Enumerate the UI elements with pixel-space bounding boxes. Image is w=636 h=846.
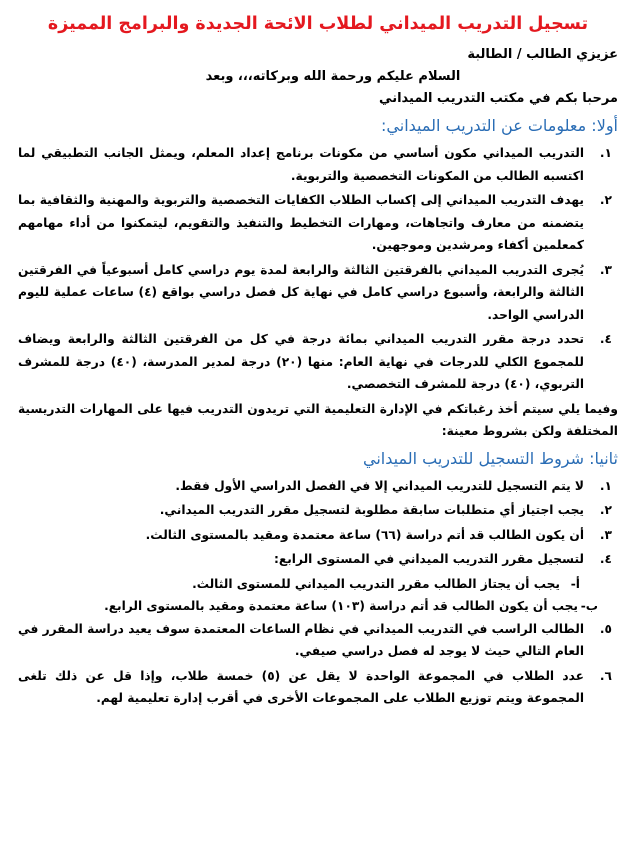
item-number: ١. bbox=[599, 478, 612, 493]
item-text: لا يتم التسجيل للتدريب الميداني إلا في الفصل الدراسي الأول فقط. bbox=[175, 478, 584, 493]
item-text: يجب اجتياز أي متطلبات سابقة مطلوبة لتسجيل مقرر التدريب الميداني. bbox=[159, 503, 584, 517]
section1-list bbox=[18, 142, 618, 396]
item-number: ٣. bbox=[599, 527, 612, 542]
sub-item-letter: أ- bbox=[570, 576, 580, 591]
item-text: يهدف التدريب الميداني إلى إكساب الطلاب الكفايات التخصصية والتربوية والمهنية والثقافية بما يتضمنه من معارف واتجاهات، ومهارات التخطيط والتنفيذ والتقويم، ليتمكنوا من أداء مهامهم كمعلمين أكفاء ومرشدين وموجهين. bbox=[18, 193, 584, 252]
item-text: يُجرى التدريب الميداني بالفرقتين الثالثة والرابعة لمدة يوم دراسي كامل أسبوعياً في الفرقتين الثالثة والرابعة، وأسبوع دراسي كامل في نهاية كل فصل دراسي بواقع (٤) ساعات عملية لليوم الدراسي الواحد. bbox=[18, 262, 584, 322]
list-item bbox=[18, 665, 618, 710]
list-item bbox=[18, 328, 618, 396]
peace-greeting: السلام عليكم ورحمة الله وبركاته،،، وبعد bbox=[205, 69, 461, 84]
salutation: عزيزي الطالب / الطالبة bbox=[467, 47, 618, 62]
section2-heading: ثانيا: شروط التسجيل للتدريب الميداني bbox=[363, 448, 618, 468]
item-number: ١. bbox=[599, 146, 612, 160]
list-item bbox=[18, 259, 618, 327]
page-title: تسجيل التدريب الميداني لطلاب الائحة الجديدة والبرامج المميزة bbox=[47, 14, 589, 34]
list-item bbox=[18, 618, 618, 663]
item-text: أن يكون الطالب قد أتم دراسة (٦٦) ساعة معتمدة ومقيد بالمستوى الثالث. bbox=[145, 527, 584, 542]
list-item bbox=[18, 524, 618, 547]
item-text: لتسجيل مقرر التدريب الميداني في المستوى الرابع: bbox=[274, 552, 584, 566]
item-text: عدد الطلاب في المجموعة الواحدة لا يقل عن (٥) خمسة طلاب، وإذا قل عن ذلك تلغى المجموعة ويتم توزيع الطلاب على المجموعات الأخرى في أقرب إدارة تعليمية لهم. bbox=[18, 668, 585, 705]
list-item bbox=[18, 548, 618, 571]
section1-heading: أولا: معلومات عن التدريب الميداني: bbox=[381, 116, 618, 135]
list-item bbox=[18, 142, 618, 187]
item-number: ٢. bbox=[599, 503, 612, 517]
section1-closing: وفيما يلي سيتم أخذ رغباتكم في الإدارة التعليمية التي تريدون التدريب فيها على المهارات التدريسية المختلفة ولكن بشروط معينة: bbox=[18, 401, 618, 438]
section2-list bbox=[18, 475, 618, 571]
sub-item bbox=[18, 595, 618, 618]
sub-item-letter: ب- bbox=[580, 599, 598, 613]
item-number: ٤. bbox=[599, 332, 612, 346]
item-text: الطالب الراسب في التدريب الميداني في نظام الساعات المعتمدة سوف يعيد دراسة المقرر في العام التالي حيث لا يوجد له فصل دراسي صيفي. bbox=[18, 621, 584, 658]
item-number: ٤. bbox=[599, 552, 612, 566]
list-item bbox=[18, 189, 618, 257]
item-number: ٢. bbox=[599, 193, 612, 207]
list-item bbox=[18, 499, 618, 522]
item-text: تحدد درجة مقرر التدريب الميداني بمائة درجة في كل من الفرقتين الثالثة والرابعة ويضاف للمجموع الكلي للدرجات في نهاية العام: منها (٢٠) درجة لمدير المدرسة، (٤٠) درجة للمشرف التربوي، (٤٠) درجة للمشرف التخصصي. bbox=[18, 332, 584, 391]
sub-item bbox=[18, 573, 618, 596]
sub-item-text: يجب أن يكون الطالب قد أتم دراسة (١٠٣) ساعة معتمدة ومقيد بالمستوى الرابع. bbox=[104, 599, 578, 613]
welcome-line: مرحبا بكم في مكتب التدريب الميداني bbox=[379, 91, 618, 106]
item-number: ٦. bbox=[599, 668, 612, 683]
sub-item-text: يجب أن يجتاز الطالب مقرر التدريب الميداني للمستوى الثالث. bbox=[192, 576, 560, 591]
item-number: ٣. bbox=[599, 262, 612, 277]
list-item bbox=[18, 475, 618, 498]
item-number: ٥. bbox=[599, 621, 612, 636]
section2-list-continued bbox=[18, 618, 618, 710]
item-text: التدريب الميداني مكون أساسي من مكونات برنامج إعداد المعلم، ويمثل الجانب التطبيقي لما اكتسبه الطالب من المكونات التخصصية والتربوية. bbox=[18, 146, 584, 183]
